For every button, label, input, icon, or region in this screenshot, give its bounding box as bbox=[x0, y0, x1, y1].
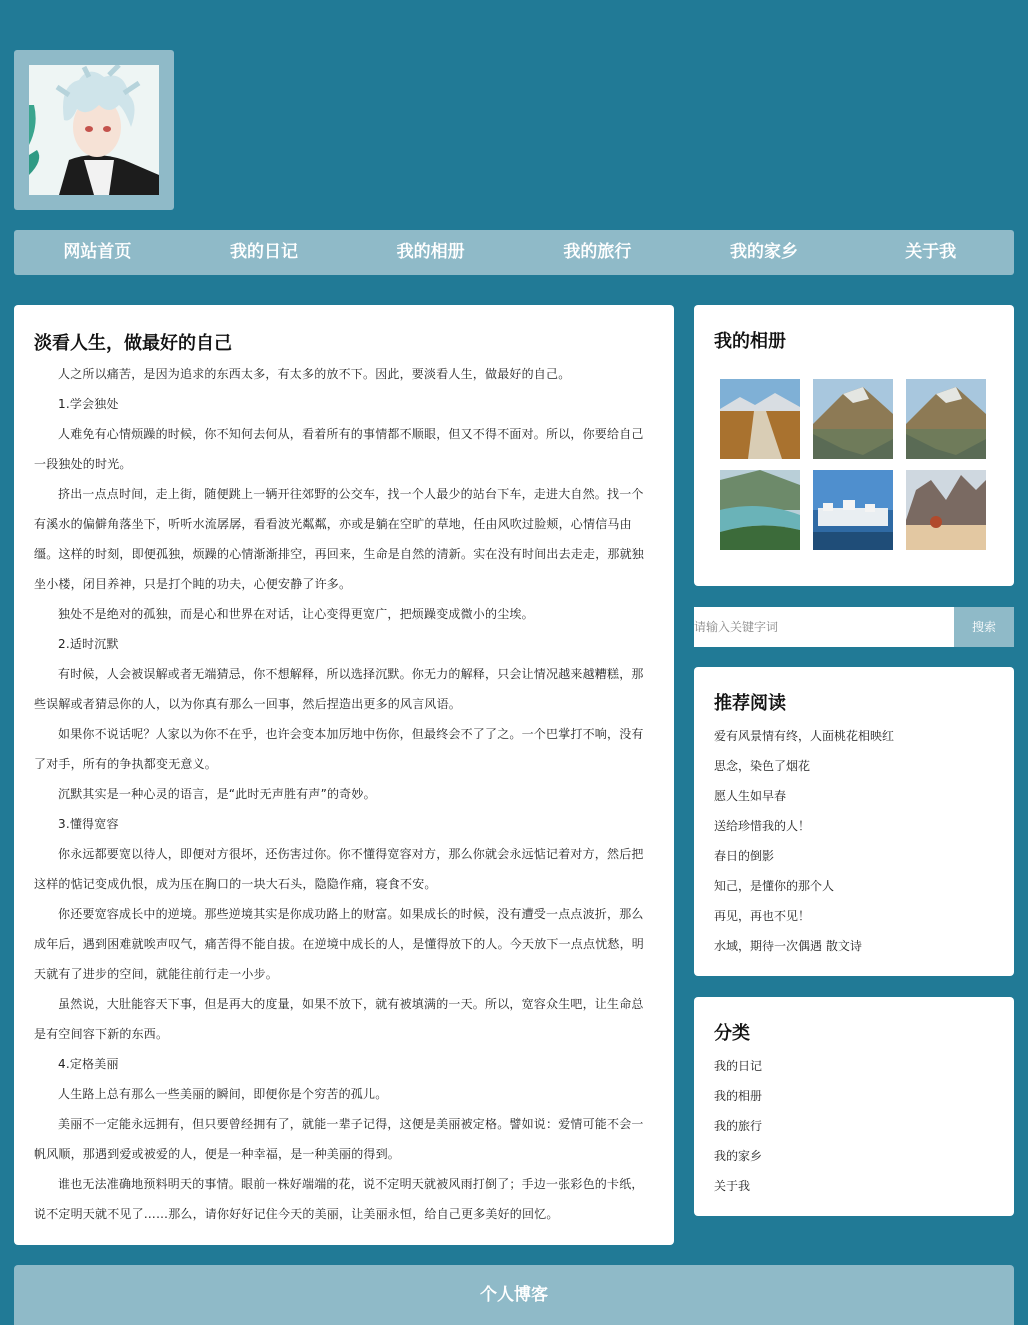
recommend-link[interactable]: 爱有风景情有终，人面桃花相映红 bbox=[714, 729, 895, 743]
article-paragraph: 美丽不一定能永远拥有，但只要曾经拥有了，就能一辈子记得，这便是美丽被定格。譬如说：爱情可能不会一帆风顺，那遇到爱或被爱的人，便是一种幸福，是一种美丽的得到。 bbox=[34, 1117, 644, 1161]
mountain-lake-photo[interactable] bbox=[813, 379, 893, 459]
recommend-link[interactable]: 知己，是懂你的那个人 bbox=[714, 879, 835, 893]
avatar[interactable] bbox=[29, 65, 159, 195]
article-paragraph: 如果你不说话呢？人家以为你不在乎，也许会变本加厉地中伤你，但最终会不了了之。一个巴掌打不响，没有了对手，所有的争执都变无意义。 bbox=[34, 727, 644, 771]
nav-item-travel[interactable]: 我的旅行 bbox=[563, 242, 632, 262]
category-link-diary[interactable]: 我的日记 bbox=[714, 1059, 763, 1073]
mountain-lake-photo-2[interactable] bbox=[906, 379, 986, 459]
article-paragraph: 人之所以痛苦，是因为追求的东西太多，有太多的放不下。因此，要淡看人生，做最好的自己。 bbox=[58, 367, 571, 381]
coastal-town-photo[interactable] bbox=[813, 470, 893, 550]
avatar-frame bbox=[14, 50, 174, 210]
article-paragraph: 你还要宽容成长中的逆境。那些逆境其实是你成功路上的财富。如果成长的时候，没有遭受一点点波折，那么成年后，遇到困难就唉声叹气，痛苦得不能自拔。在逆境中成长的人，是懂得放下的人。今天放下一点点忧愁，明天就有了进步的空间，就能往前行走一小步。 bbox=[34, 907, 645, 981]
main-nav bbox=[14, 230, 1014, 275]
article-section-heading: 1.学会独处 bbox=[58, 397, 119, 411]
recommend-link[interactable]: 春日的倒影 bbox=[714, 849, 775, 863]
search-bar bbox=[694, 607, 1014, 647]
article-paragraph: 沉默其实是一种心灵的语言，是“此时无声胜有声”的奇妙。 bbox=[58, 787, 376, 801]
album-card bbox=[694, 305, 1014, 586]
desert-rocks-photo[interactable] bbox=[906, 470, 986, 550]
recommend-link[interactable]: 再见，再也不见！ bbox=[714, 909, 811, 923]
nav-item-diary[interactable]: 我的日记 bbox=[230, 242, 298, 262]
article-title: 淡看人生，做最好的自己 bbox=[34, 333, 232, 354]
category-link-hometown[interactable]: 我的家乡 bbox=[714, 1149, 763, 1163]
recommend-card bbox=[694, 667, 1014, 976]
recommend-list bbox=[714, 721, 994, 961]
album-grid bbox=[714, 379, 994, 550]
footer: 个人博客 bbox=[14, 1265, 1014, 1325]
recommend-link[interactable]: 水域，期待一次偶遇 散文诗 bbox=[714, 939, 862, 953]
recommend-link[interactable]: 思念，染色了烟花 bbox=[714, 759, 811, 773]
category-link-album[interactable]: 我的相册 bbox=[714, 1089, 763, 1103]
recommend-link[interactable]: 愿人生如早春 bbox=[714, 789, 787, 803]
article-paragraph: 人难免有心情烦躁的时候，你不知何去何从，看着所有的事情都不顺眼，但又不得不面对。所以，你要给自己一段独处的时光。 bbox=[34, 427, 644, 471]
river-valley-photo[interactable] bbox=[720, 470, 800, 550]
header bbox=[14, 50, 174, 210]
search-button[interactable]: 搜索 bbox=[954, 607, 1014, 647]
article-section-heading: 4.定格美丽 bbox=[58, 1057, 119, 1071]
category-card bbox=[694, 997, 1014, 1216]
article-section-heading: 3.懂得宽容 bbox=[58, 817, 119, 831]
article-paragraph: 人生路上总有那么一些美丽的瞬间，即便你是个穷苦的孤儿。 bbox=[58, 1087, 388, 1101]
recommend-title: 推荐阅读 bbox=[714, 693, 786, 714]
category-link-travel[interactable]: 我的旅行 bbox=[714, 1119, 763, 1133]
article-card bbox=[14, 305, 674, 1245]
article-paragraph: 独处不是绝对的孤独，而是心和世界在对话，让心变得更宽广，把烦躁变成微小的尘埃。 bbox=[58, 607, 534, 621]
recommend-link[interactable]: 送给珍惜我的人！ bbox=[714, 819, 811, 833]
article-body bbox=[34, 359, 647, 1229]
category-link-about[interactable]: 关于我 bbox=[714, 1179, 751, 1193]
search-input[interactable] bbox=[694, 607, 954, 647]
nav-item-home[interactable]: 网站首页 bbox=[63, 242, 132, 262]
article-paragraph: 虽然说，大肚能容天下事，但是再大的度量，如果不放下，就有被填满的一天。所以，宽容众生吧，让生命总是有空间容下新的东西。 bbox=[34, 997, 644, 1041]
boardwalk-photo[interactable] bbox=[720, 379, 800, 459]
category-list bbox=[714, 1051, 994, 1201]
nav-item-album[interactable]: 我的相册 bbox=[396, 242, 465, 262]
category-title: 分类 bbox=[714, 1023, 750, 1044]
article-paragraph: 你永远都要宽以待人，即便对方很坏，还伤害过你。你不懂得宽容对方，那么你就会永远惦记着对方，然后把这样的惦记变成仇恨，成为压在胸口的一块大石头，隐隐作痛，寝食不安。 bbox=[34, 847, 644, 891]
nav-item-about[interactable]: 关于我 bbox=[905, 242, 957, 262]
article-section-heading: 2.适时沉默 bbox=[58, 637, 119, 651]
article-paragraph: 挤出一点点时间，走上街，随便跳上一辆开往郊野的公交车，找一个人最少的站台下车，走进大自然。找一个有溪水的偏僻角落坐下，听听水流孱孱，看看波光粼粼，亦或是躺在空旷的草地，任由风吹过脸颊，心情信马由缰。这样的时刻，即便孤独，烦躁的心情渐渐排空，再回来，生命是自然的清新。实在没有时间出去走走，那就独坐小楼，闭目养神，只是打个盹的功夫，心便安静了许多。 bbox=[34, 487, 645, 591]
album-title: 我的相册 bbox=[714, 331, 786, 352]
article-paragraph: 谁也无法准确地预料明天的事情。眼前一株好端端的花，说不定明天就被风雨打倒了；手边一张彩色的卡纸，说不定明天就不见了……那么，请你好好记住今天的美丽，让美丽永恒，给自己更多美好的回忆。 bbox=[34, 1177, 644, 1221]
nav-item-hometown[interactable]: 我的家乡 bbox=[730, 242, 799, 262]
article-paragraph: 有时候，人会被误解或者无端猜忌，你不想解释，所以选择沉默。你无力的解释，只会让情况越来越糟糕，那些误解或者猜忌你的人，以为你真有那么一回事，然后捏造出更多的风言风语。 bbox=[34, 667, 644, 711]
